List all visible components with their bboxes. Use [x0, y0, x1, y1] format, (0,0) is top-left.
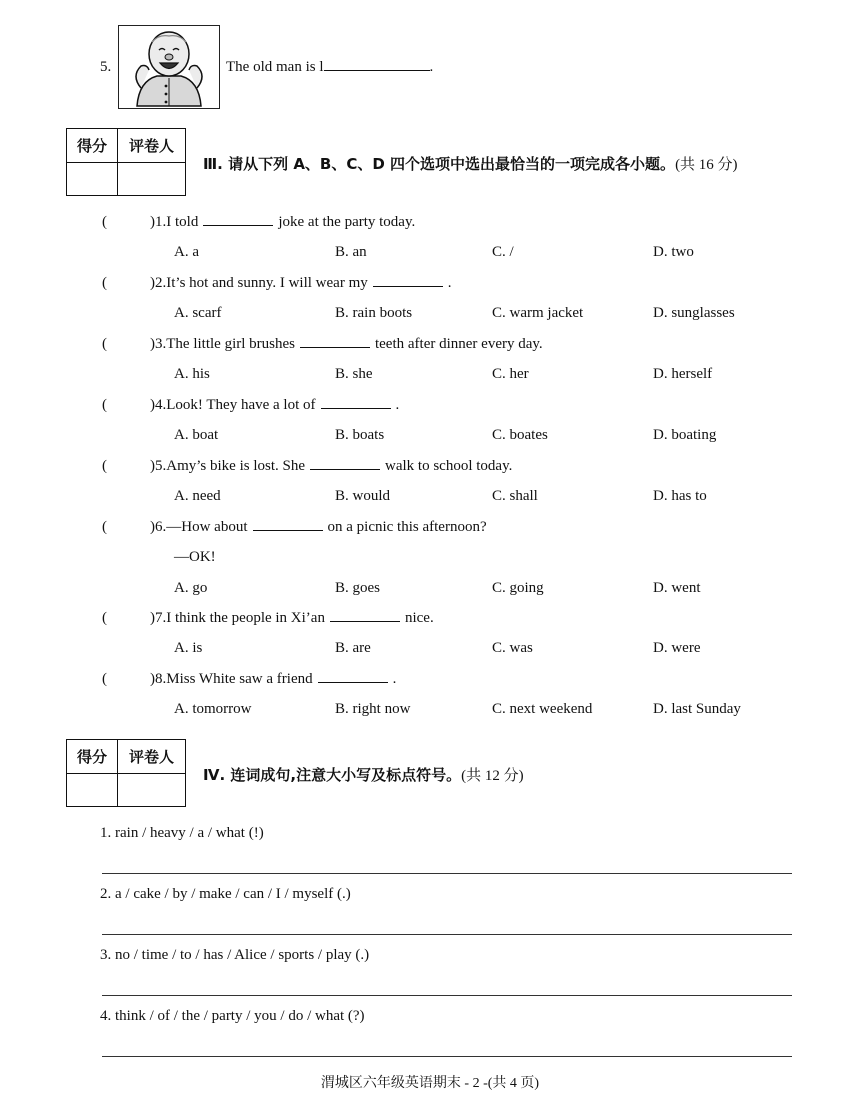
answer-paren[interactable]: ( [102, 336, 107, 352]
option-a[interactable]: A. need [174, 488, 221, 504]
question-text-before: Amy’s bike is lost. She [166, 458, 306, 474]
question-text-before: The little girl brushes [166, 336, 295, 352]
option-a[interactable]: A. go [174, 580, 208, 596]
option-d[interactable]: D. last Sunday [653, 701, 741, 717]
answer-blank [318, 682, 388, 683]
question-number: )4. [150, 397, 167, 413]
score-label: 得分 [76, 137, 107, 155]
question-text-after: on a picnic this afternoon? [327, 519, 487, 535]
section-3-title [203, 153, 738, 174]
score-cell [67, 163, 117, 196]
answer-line[interactable] [102, 995, 792, 996]
answer-blank [253, 530, 323, 531]
question-text-after: walk to school today. [385, 458, 513, 474]
question-number: )6. [150, 519, 167, 535]
answer-blank [310, 469, 380, 470]
option-b[interactable]: B. right now [335, 701, 411, 717]
answer-line[interactable] [102, 873, 792, 874]
question-number: )5. [150, 458, 167, 474]
question-text-before: Look! They have a lot of [166, 397, 316, 413]
answer-blank [324, 70, 430, 71]
answer-paren[interactable]: ( [102, 458, 107, 474]
question-text [150, 671, 396, 688]
question-5-number: 5. [100, 59, 112, 75]
question-number: )1. [150, 214, 167, 230]
question-text-after: . [395, 397, 400, 413]
option-d[interactable]: D. went [653, 580, 701, 596]
question-number: )7. [150, 610, 167, 626]
option-b[interactable]: B. goes [335, 580, 380, 596]
question-text-before: I think the people in Xi’an [166, 610, 325, 626]
section-4-points: (共 12 分) [461, 768, 524, 784]
option-c[interactable]: C. her [492, 366, 529, 382]
question-text [150, 214, 415, 231]
question-text-after: nice. [404, 610, 434, 626]
answer-blank [203, 225, 273, 226]
option-c[interactable]: C. warm jacket [492, 305, 584, 321]
question-text [150, 397, 399, 414]
question-number: )8. [150, 671, 167, 687]
grader-cell [117, 774, 185, 807]
option-d[interactable]: D. two [653, 244, 694, 260]
option-a[interactable]: A. his [174, 366, 210, 382]
question-text-after: teeth after dinner every day. [374, 336, 543, 352]
word-order-item: 2. a / cake / by / make / can / I / myself (.) [100, 886, 351, 902]
section-4-instruction: Ⅳ. 连词成句,注意大小写及标点符号。 [203, 766, 462, 784]
answer-blank [321, 408, 391, 409]
answer-blank [373, 286, 443, 287]
answer-paren[interactable]: ( [102, 397, 107, 413]
page-footer: 渭城区六年级英语期末 - 2 -(共 4 页) [320, 1076, 540, 1091]
question-5-sentence: The old man is l [226, 59, 324, 75]
question-number: )3. [150, 336, 167, 352]
score-label: 得分 [76, 748, 107, 766]
option-b[interactable]: B. boats [335, 427, 385, 443]
question-5-text: The old man is l . [226, 59, 434, 75]
option-c[interactable]: C. next weekend [492, 701, 593, 717]
answer-line[interactable] [102, 934, 792, 935]
option-c[interactable]: C. shall [492, 488, 538, 504]
question-text [150, 610, 434, 627]
old-man-laughing-image [118, 25, 220, 109]
question-text [150, 519, 487, 536]
grader-label: 评卷人 [117, 129, 185, 162]
section-3-points: (共 16 分) [675, 157, 738, 173]
option-c[interactable]: C. going [492, 580, 544, 596]
grader-label: 评卷人 [117, 740, 185, 773]
question-text-after: . [447, 275, 452, 291]
answer-paren[interactable]: ( [102, 610, 107, 626]
option-b[interactable]: B. are [335, 640, 371, 656]
option-a[interactable]: A. is [174, 640, 203, 656]
option-d[interactable]: D. has to [653, 488, 707, 504]
option-d[interactable]: D. boating [653, 427, 717, 443]
question-text-after: joke at the party today. [278, 214, 416, 230]
question-text-before: —How about [166, 519, 248, 535]
answer-blank [300, 347, 370, 348]
answer-blank [330, 621, 400, 622]
answer-paren[interactable]: ( [102, 214, 107, 230]
question-text [150, 275, 452, 292]
answer-paren[interactable]: ( [102, 519, 107, 535]
option-a[interactable]: A. a [174, 244, 199, 260]
question-text-before: I told [166, 214, 199, 230]
section-3-instruction: Ⅲ. 请从下列 A、B、C、D 四个选项中选出最恰当的一项完成各小题。 [203, 155, 676, 173]
word-order-item: 3. no / time / to / has / Alice / sports / play (.) [100, 947, 370, 963]
dialogue-response: —OK! [174, 549, 216, 565]
option-b[interactable]: B. would [335, 488, 391, 504]
question-number: )2. [150, 275, 167, 291]
option-a[interactable]: A. boat [174, 427, 219, 443]
option-d[interactable]: D. were [653, 640, 701, 656]
option-c[interactable]: C. was [492, 640, 533, 656]
score-box-section-4 [66, 739, 186, 807]
option-c[interactable]: C. / [492, 244, 514, 260]
score-box-section-3 [66, 128, 186, 196]
old-man-illustration-icon [119, 26, 218, 107]
option-a[interactable]: A. tomorrow [174, 701, 252, 717]
question-text-after: . [392, 671, 397, 687]
option-d[interactable]: D. herself [653, 366, 713, 382]
question-text [150, 458, 512, 475]
answer-paren[interactable]: ( [102, 275, 107, 291]
option-a[interactable]: A. scarf [174, 305, 222, 321]
question-text-before: Miss White saw a friend [166, 671, 313, 687]
word-order-item: 4. think / of / the / party / you / do / what (?) [100, 1008, 365, 1024]
option-b[interactable]: B. rain boots [335, 305, 413, 321]
section-4-title [203, 764, 524, 785]
option-d[interactable]: D. sunglasses [653, 305, 735, 321]
option-b[interactable]: B. she [335, 366, 373, 382]
option-b[interactable]: B. an [335, 244, 367, 260]
grader-cell [117, 163, 185, 196]
option-c[interactable]: C. boates [492, 427, 548, 443]
word-order-item: 1. rain / heavy / a / what (!) [100, 825, 264, 841]
question-text-before: It’s hot and sunny. I will wear my [166, 275, 368, 291]
answer-paren[interactable]: ( [102, 671, 107, 687]
question-text [150, 336, 543, 353]
answer-line[interactable] [102, 1056, 792, 1057]
score-cell [67, 774, 117, 807]
